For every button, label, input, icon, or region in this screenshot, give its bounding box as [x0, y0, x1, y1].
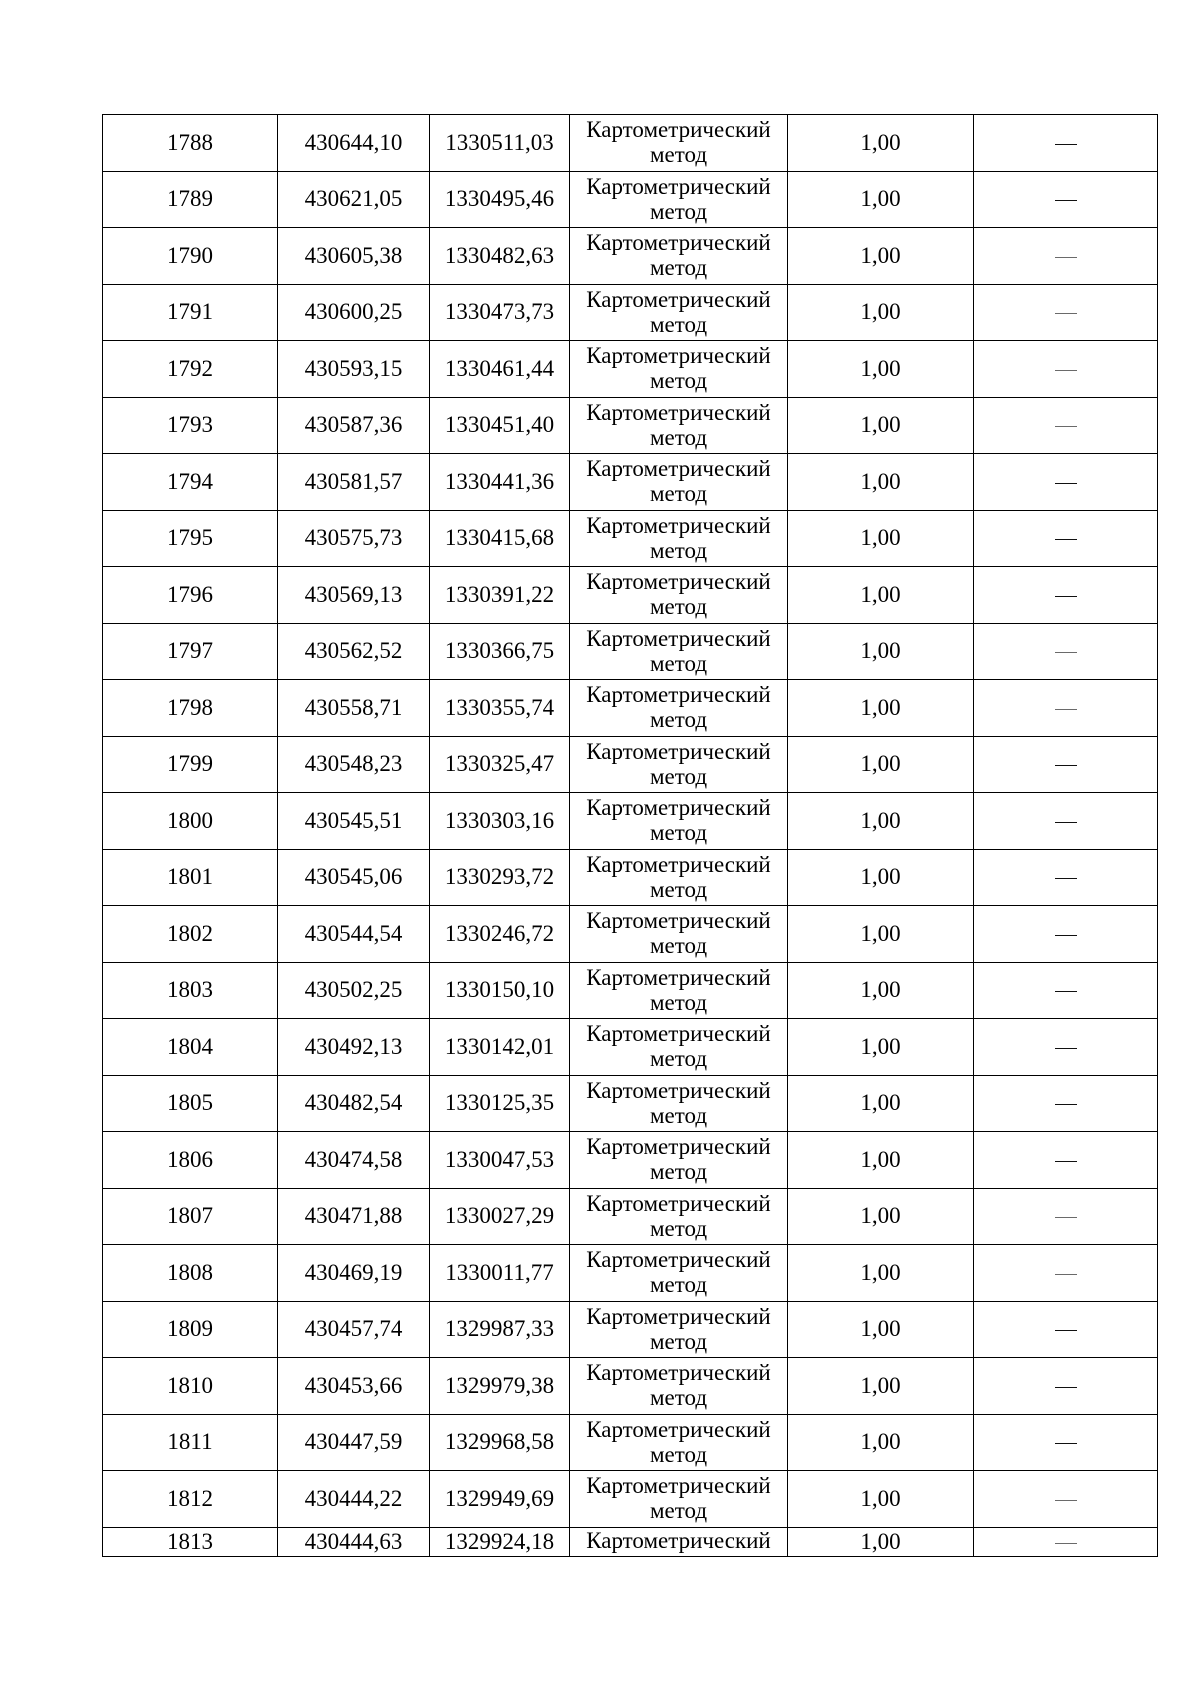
method-line-1: Картометрический — [586, 851, 771, 877]
accuracy-cell: 1,00 — [788, 962, 974, 1019]
method-line-2: метод — [649, 198, 708, 224]
y-coordinate-cell: 1330415,68 — [430, 510, 570, 567]
y-coordinate-cell: 1329987,33 — [430, 1301, 570, 1358]
table-row — [103, 1414, 1158, 1471]
dash-mark — [1055, 539, 1077, 540]
method-line-2: метод — [649, 368, 708, 394]
coordinates-table — [102, 114, 1158, 1557]
point-number-cell: 1798 — [103, 680, 278, 737]
accuracy-cell: 1,00 — [788, 680, 974, 737]
point-number-cell: 1808 — [103, 1245, 278, 1302]
method-line-2: метод — [649, 1272, 708, 1298]
method-line-2: метод — [649, 1498, 708, 1524]
y-coordinate-cell: 1330303,16 — [430, 793, 570, 850]
point-number-cell: 1795 — [103, 510, 278, 567]
method-cell — [570, 397, 788, 454]
method-line-1: Картометрический — [586, 343, 771, 369]
point-number-cell: 1788 — [103, 115, 278, 172]
method-cell — [570, 906, 788, 963]
method-cell — [570, 284, 788, 341]
table-row — [103, 736, 1158, 793]
y-coordinate-cell: 1330142,01 — [430, 1019, 570, 1076]
table-row — [103, 1075, 1158, 1132]
table-row — [103, 454, 1158, 511]
accuracy-cell: 1,00 — [788, 1019, 974, 1076]
note-cell — [974, 736, 1158, 793]
note-cell — [974, 962, 1158, 1019]
x-coordinate-cell: 430548,23 — [278, 736, 430, 793]
note-cell — [974, 1132, 1158, 1189]
x-coordinate-cell: 430447,59 — [278, 1414, 430, 1471]
method-line-1: Картометрический — [586, 682, 771, 708]
point-number-cell: 1803 — [103, 962, 278, 1019]
method-line-1: Картометрический — [586, 1303, 771, 1329]
y-coordinate-cell: 1330047,53 — [430, 1132, 570, 1189]
method-cell — [570, 115, 788, 172]
method-line-1: Картометрический — [586, 1416, 771, 1442]
dash-mark — [1055, 765, 1077, 766]
dash-mark — [1055, 257, 1077, 258]
x-coordinate-cell: 430457,74 — [278, 1301, 430, 1358]
method-cell — [570, 1527, 788, 1556]
x-coordinate-cell: 430545,06 — [278, 849, 430, 906]
accuracy-cell: 1,00 — [788, 228, 974, 285]
method-line-2: метод — [649, 820, 708, 846]
dash-mark — [1055, 596, 1077, 597]
point-number-cell: 1806 — [103, 1132, 278, 1189]
method-line-2: метод — [649, 1159, 708, 1185]
table-row — [103, 1188, 1158, 1245]
note-cell — [974, 341, 1158, 398]
note-cell — [974, 793, 1158, 850]
table-row — [103, 171, 1158, 228]
table-row — [103, 1019, 1158, 1076]
y-coordinate-cell: 1330366,75 — [430, 623, 570, 680]
dash-mark — [1055, 370, 1077, 371]
accuracy-cell: 1,00 — [788, 397, 974, 454]
dash-mark — [1055, 1217, 1077, 1218]
table-row — [103, 1301, 1158, 1358]
note-cell — [974, 567, 1158, 624]
y-coordinate-cell: 1330511,03 — [430, 115, 570, 172]
y-coordinate-cell: 1329968,58 — [430, 1414, 570, 1471]
y-coordinate-cell: 1330451,40 — [430, 397, 570, 454]
table-row — [103, 115, 1158, 172]
table-row — [103, 341, 1158, 398]
y-coordinate-cell: 1330125,35 — [430, 1075, 570, 1132]
method-line-2: метод — [649, 255, 708, 281]
accuracy-cell: 1,00 — [788, 1132, 974, 1189]
accuracy-cell: 1,00 — [788, 1301, 974, 1358]
x-coordinate-cell: 430444,22 — [278, 1471, 430, 1528]
x-coordinate-cell: 430605,38 — [278, 228, 430, 285]
point-number-cell: 1793 — [103, 397, 278, 454]
point-number-cell: 1804 — [103, 1019, 278, 1076]
point-number-cell: 1790 — [103, 228, 278, 285]
y-coordinate-cell: 1330325,47 — [430, 736, 570, 793]
dash-mark — [1055, 991, 1077, 992]
accuracy-cell: 1,00 — [788, 341, 974, 398]
method-line-2: метод — [649, 1102, 708, 1128]
x-coordinate-cell: 430453,66 — [278, 1358, 430, 1415]
point-number-cell: 1792 — [103, 341, 278, 398]
x-coordinate-cell: 430469,19 — [278, 1245, 430, 1302]
x-coordinate-cell: 430644,10 — [278, 115, 430, 172]
y-coordinate-cell: 1330293,72 — [430, 849, 570, 906]
method-cell — [570, 1301, 788, 1358]
note-cell — [974, 1019, 1158, 1076]
accuracy-cell: 1,00 — [788, 1358, 974, 1415]
y-coordinate-cell: 1330441,36 — [430, 454, 570, 511]
method-line-2: метод — [649, 933, 708, 959]
table-row — [103, 680, 1158, 737]
method-line-1: Картометрический — [586, 1473, 771, 1499]
table-row — [103, 284, 1158, 341]
method-line-1: Картометрический — [586, 286, 771, 312]
y-coordinate-cell: 1330150,10 — [430, 962, 570, 1019]
point-number-cell: 1794 — [103, 454, 278, 511]
note-cell — [974, 510, 1158, 567]
method-cell — [570, 962, 788, 1019]
table-row — [103, 1527, 1158, 1556]
method-line-1: Картометрический — [586, 738, 771, 764]
method-line-2: метод — [649, 707, 708, 733]
point-number-cell: 1802 — [103, 906, 278, 963]
accuracy-cell: 1,00 — [788, 1414, 974, 1471]
method-line-1: Картометрический — [586, 795, 771, 821]
method-cell — [570, 228, 788, 285]
accuracy-cell: 1,00 — [788, 171, 974, 228]
accuracy-cell: 1,00 — [788, 510, 974, 567]
x-coordinate-cell: 430492,13 — [278, 1019, 430, 1076]
point-number-cell: 1807 — [103, 1188, 278, 1245]
method-line-2: метод — [649, 481, 708, 507]
method-line-1: Картометрический — [586, 1247, 771, 1273]
note-cell — [974, 397, 1158, 454]
x-coordinate-cell: 430444,63 — [278, 1527, 430, 1556]
y-coordinate-cell: 1330482,63 — [430, 228, 570, 285]
dash-mark — [1055, 1048, 1077, 1049]
dash-mark — [1055, 1274, 1077, 1275]
method-cell — [570, 736, 788, 793]
method-line-1: Картометрический — [586, 1360, 771, 1386]
method-line-2: метод — [649, 594, 708, 620]
method-cell — [570, 1019, 788, 1076]
note-cell — [974, 1358, 1158, 1415]
dash-mark — [1055, 709, 1077, 710]
accuracy-cell: 1,00 — [788, 793, 974, 850]
method-line-1: Картометрический — [586, 1528, 771, 1553]
dash-mark — [1055, 426, 1077, 427]
dash-mark — [1055, 652, 1077, 653]
point-number-cell: 1796 — [103, 567, 278, 624]
y-coordinate-cell: 1330027,29 — [430, 1188, 570, 1245]
method-cell — [570, 680, 788, 737]
note-cell — [974, 1414, 1158, 1471]
table-row — [103, 793, 1158, 850]
y-coordinate-cell: 1330011,77 — [430, 1245, 570, 1302]
method-cell — [570, 793, 788, 850]
point-number-cell: 1811 — [103, 1414, 278, 1471]
table-row — [103, 1471, 1158, 1528]
note-cell — [974, 680, 1158, 737]
dash-mark — [1055, 822, 1077, 823]
method-cell — [570, 510, 788, 567]
y-coordinate-cell: 1330246,72 — [430, 906, 570, 963]
table-row — [103, 228, 1158, 285]
point-number-cell: 1805 — [103, 1075, 278, 1132]
dash-mark — [1055, 1330, 1077, 1331]
note-cell — [974, 454, 1158, 511]
table-row — [103, 1358, 1158, 1415]
method-line-2: метод — [649, 424, 708, 450]
accuracy-cell: 1,00 — [788, 115, 974, 172]
method-line-1: Картометрический — [586, 1190, 771, 1216]
x-coordinate-cell: 430471,88 — [278, 1188, 430, 1245]
point-number-cell: 1809 — [103, 1301, 278, 1358]
method-cell — [570, 567, 788, 624]
method-line-2: метод — [649, 989, 708, 1015]
dash-mark — [1055, 313, 1077, 314]
method-line-1: Картометрический — [586, 569, 771, 595]
method-line-2: метод — [649, 537, 708, 563]
method-line-1: Картометрический — [586, 1134, 771, 1160]
dash-mark — [1055, 935, 1077, 936]
x-coordinate-cell: 430621,05 — [278, 171, 430, 228]
method-line-1: Картометрический — [586, 908, 771, 934]
method-line-2: метод — [649, 763, 708, 789]
x-coordinate-cell: 430569,13 — [278, 567, 430, 624]
dash-mark — [1055, 1500, 1077, 1501]
note-cell — [974, 1527, 1158, 1556]
dash-mark — [1055, 1543, 1077, 1544]
method-line-1: Картометрический — [586, 399, 771, 425]
dash-mark — [1055, 483, 1077, 484]
note-cell — [974, 1075, 1158, 1132]
method-line-2: метод — [649, 1215, 708, 1241]
accuracy-cell: 1,00 — [788, 1245, 974, 1302]
table-row — [103, 962, 1158, 1019]
y-coordinate-cell: 1330355,74 — [430, 680, 570, 737]
method-cell — [570, 454, 788, 511]
method-line-1: Картометрический — [586, 117, 771, 143]
method-line-2: метод — [649, 1441, 708, 1467]
method-cell — [570, 849, 788, 906]
dash-mark — [1055, 144, 1077, 145]
method-line-2: метод — [649, 650, 708, 676]
x-coordinate-cell: 430544,54 — [278, 906, 430, 963]
table-row — [103, 1132, 1158, 1189]
point-number-cell: 1800 — [103, 793, 278, 850]
y-coordinate-cell: 1329949,69 — [430, 1471, 570, 1528]
x-coordinate-cell: 430545,51 — [278, 793, 430, 850]
x-coordinate-cell: 430482,54 — [278, 1075, 430, 1132]
note-cell — [974, 1245, 1158, 1302]
point-number-cell: 1801 — [103, 849, 278, 906]
accuracy-cell: 1,00 — [788, 567, 974, 624]
x-coordinate-cell: 430587,36 — [278, 397, 430, 454]
x-coordinate-cell: 430593,15 — [278, 341, 430, 398]
method-cell — [570, 1358, 788, 1415]
method-cell — [570, 1471, 788, 1528]
accuracy-cell: 1,00 — [788, 736, 974, 793]
note-cell — [974, 171, 1158, 228]
note-cell — [974, 906, 1158, 963]
method-line-1: Картометрический — [586, 1021, 771, 1047]
accuracy-cell: 1,00 — [788, 906, 974, 963]
dash-mark — [1055, 1443, 1077, 1444]
dash-mark — [1055, 200, 1077, 201]
table-row — [103, 906, 1158, 963]
method-line-1: Картометрический — [586, 964, 771, 990]
accuracy-cell: 1,00 — [788, 1527, 974, 1556]
note-cell — [974, 1188, 1158, 1245]
x-coordinate-cell: 430502,25 — [278, 962, 430, 1019]
method-line-2: метод — [649, 1046, 708, 1072]
method-line-2: метод — [649, 142, 708, 168]
method-line-1: Картометрический — [586, 1077, 771, 1103]
table-row — [103, 623, 1158, 680]
method-cell — [570, 1414, 788, 1471]
method-line-1: Картометрический — [586, 625, 771, 651]
y-coordinate-cell: 1329979,38 — [430, 1358, 570, 1415]
x-coordinate-cell: 430575,73 — [278, 510, 430, 567]
dash-mark — [1055, 878, 1077, 879]
note-cell — [974, 623, 1158, 680]
method-line-2: метод — [649, 1328, 708, 1354]
method-line-2: метод — [649, 311, 708, 337]
method-cell — [570, 1075, 788, 1132]
y-coordinate-cell: 1330461,44 — [430, 341, 570, 398]
point-number-cell: 1789 — [103, 171, 278, 228]
accuracy-cell: 1,00 — [788, 454, 974, 511]
method-line-2: метод — [649, 876, 708, 902]
y-coordinate-cell: 1330473,73 — [430, 284, 570, 341]
dash-mark — [1055, 1161, 1077, 1162]
method-line-2: метод — [649, 1385, 708, 1411]
note-cell — [974, 1301, 1158, 1358]
x-coordinate-cell: 430558,71 — [278, 680, 430, 737]
method-cell — [570, 171, 788, 228]
table-row — [103, 849, 1158, 906]
note-cell — [974, 849, 1158, 906]
note-cell — [974, 115, 1158, 172]
method-cell — [570, 623, 788, 680]
method-line-1: Картометрический — [586, 512, 771, 538]
x-coordinate-cell: 430581,57 — [278, 454, 430, 511]
accuracy-cell: 1,00 — [788, 1075, 974, 1132]
note-cell — [974, 284, 1158, 341]
method-cell — [570, 1245, 788, 1302]
point-number-cell: 1812 — [103, 1471, 278, 1528]
accuracy-cell: 1,00 — [788, 623, 974, 680]
y-coordinate-cell: 1330495,46 — [430, 171, 570, 228]
x-coordinate-cell: 430474,58 — [278, 1132, 430, 1189]
method-cell — [570, 1132, 788, 1189]
table-row — [103, 567, 1158, 624]
y-coordinate-cell: 1329924,18 — [430, 1527, 570, 1556]
method-line-1: Картометрический — [586, 173, 771, 199]
note-cell — [974, 228, 1158, 285]
table-row — [103, 397, 1158, 454]
x-coordinate-cell: 430562,52 — [278, 623, 430, 680]
table-body — [103, 115, 1158, 1557]
dash-mark — [1055, 1387, 1077, 1388]
accuracy-cell: 1,00 — [788, 1188, 974, 1245]
table-row — [103, 1245, 1158, 1302]
accuracy-cell: 1,00 — [788, 849, 974, 906]
x-coordinate-cell: 430600,25 — [278, 284, 430, 341]
point-number-cell: 1791 — [103, 284, 278, 341]
table-row — [103, 510, 1158, 567]
method-line-1: Картометрический — [586, 230, 771, 256]
point-number-cell: 1813 — [103, 1527, 278, 1556]
dash-mark — [1055, 1104, 1077, 1105]
y-coordinate-cell: 1330391,22 — [430, 567, 570, 624]
accuracy-cell: 1,00 — [788, 284, 974, 341]
point-number-cell: 1799 — [103, 736, 278, 793]
point-number-cell: 1810 — [103, 1358, 278, 1415]
note-cell — [974, 1471, 1158, 1528]
method-line-1: Картометрический — [586, 456, 771, 482]
method-cell — [570, 341, 788, 398]
accuracy-cell: 1,00 — [788, 1471, 974, 1528]
point-number-cell: 1797 — [103, 623, 278, 680]
method-cell — [570, 1188, 788, 1245]
